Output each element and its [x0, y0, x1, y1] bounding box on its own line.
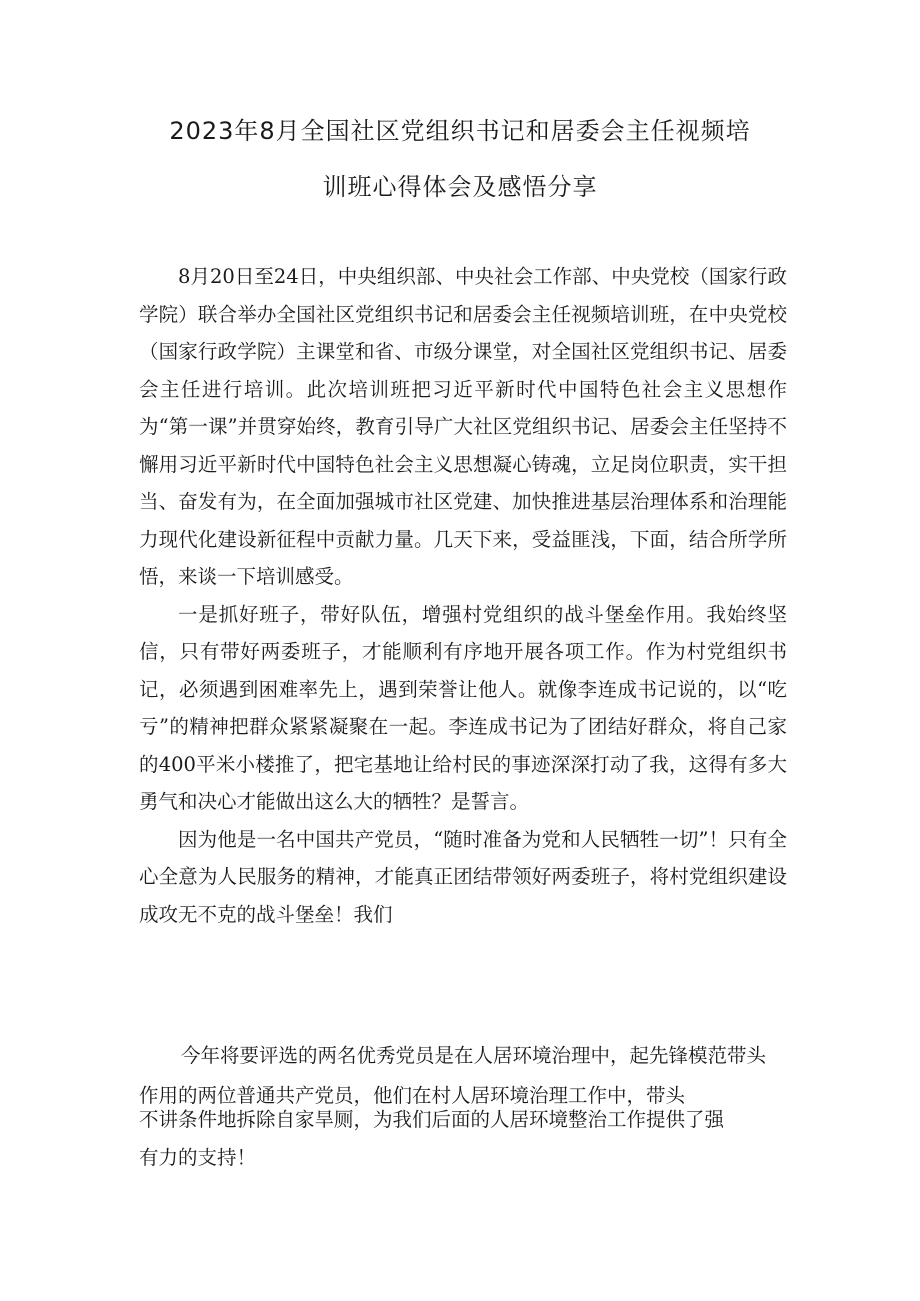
- document-body: [139, 258, 787, 933]
- paragraph-point-one: 一是抓好班子，带好队伍，增强村党组织的战斗堡垒作用。我始终坚信，只有带好两委班子，才能顺利有序地开展各项工作。作为村党组织书记，必须遇到困难率先上，遇到荣誉让他人。就像李连成书记说的，以“吃亏”的精神把群众紧紧凝聚在一起。李连成书记为了团结好群众，将自己家的400平米小楼推了，把宅基地让给村民的事迹深深打动了我，这得有多大勇气和决心才能做出这么大的牺牲？是誓言。: [139, 602, 787, 813]
- paragraph-intro: 8月20日至24日，中央组织部、中央社会工作部、中央党校（国家行政学院）联合举办全国社区党组织书记和居委会主任视频培训班，在中央党校（国家行政学院）主课堂和省、市级分课堂，对全国社区党组织书记、居委会主任进行培训。此次培训班把习近平新时代中国特色社会主义思想作为“第一课”并贯穿始终，教育引导广大社区党组织书记、居委会主任坚持不懈用习近平新时代中国特色社会主义思想凝心铸魂，立足岗位职责，实干担当、奋发有为，在全面加强城市社区党建、加快推进基层治理体系和治理能力现代化建设新征程中贡献力量。几天下来，受益匪浅，下面，结合所学所悟，来谈一下培训感受。: [139, 265, 787, 588]
- tail-line-3: 不讲条件地拆除自家旱厕，为我们后面的人居环境整治工作提供了强: [139, 1108, 725, 1131]
- title-line-2: 训班心得体会及感悟分享: [322, 173, 598, 201]
- tail-line-4: 有力的支持！: [139, 1146, 257, 1169]
- tail-line-1: 今年将要评选的两名优秀党员是在人居环境治理中，起先锋模范带头: [181, 1044, 767, 1067]
- document-title: [120, 103, 800, 215]
- title-line-1: 2023年8月全国社区党组织书记和居委会主任视频培: [169, 117, 751, 145]
- tail-line-2: 作用的两位普通共产党员，他们在村人居环境治理工作中，带头: [139, 1084, 686, 1107]
- paragraph-party-member: 因为他是一名中国共产党员，“随时准备为党和人民牺牲一切”！只有全心全意为人民服务的精神，才能真正团结带领好两委班子，将村党组织建设成攻无不克的战斗堡垒！我们: [139, 827, 787, 926]
